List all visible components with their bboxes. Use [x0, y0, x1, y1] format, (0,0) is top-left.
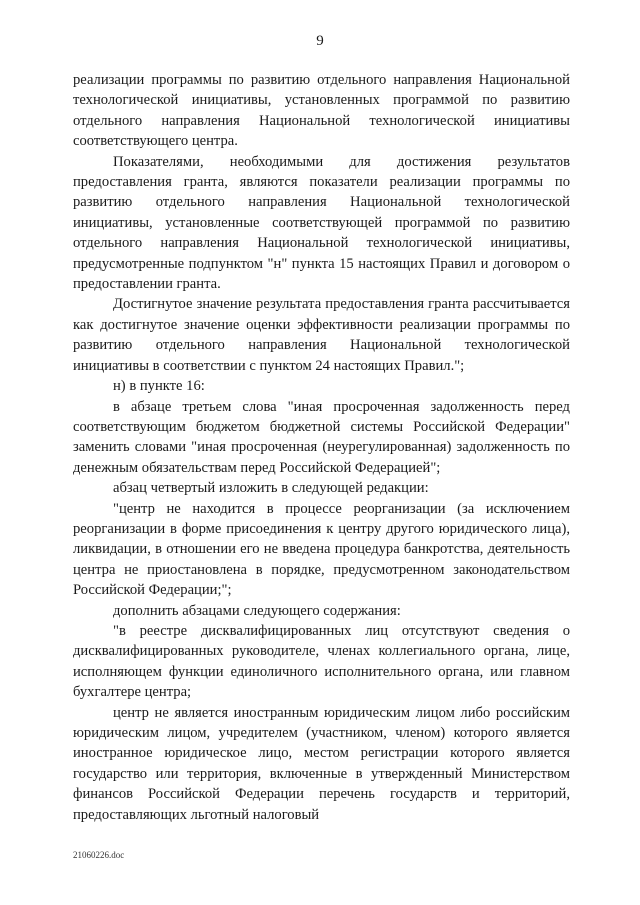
paragraph: центр не является иностранным юридическим лицом либо российским юридическим лицом, учредителем (участником, членом) которого является иностранное юридическое лицо, местом регистрации которого является государство или территория, включенные в утвержденный Министерством финансов Российской Федерации перечень государств и территорий, предоставляющих льготный налоговый	[73, 704, 570, 823]
paragraph: в абзаце третьем слова "иная просроченная задолженность перед соответствующим бюджетом бюджетной системы Российской Федерации" заменить словами "иная просроченная (неурегулированная) задолженность по денежным обязательствам перед Российской Федерацией";	[73, 398, 570, 476]
paragraph: дополнить абзацами следующего содержания:	[113, 602, 401, 619]
paragraph: "в реестре дисквалифицированных лиц отсутствуют сведения о дисквалифицированных руководителе, членах коллегиального органа, лице, исполняющем функции единоличного исполнительного органа, или главном бухгалтере центра;	[73, 622, 570, 701]
file-name-footer: 21060226.doc	[73, 850, 125, 860]
paragraph: "центр не находится в процессе реорганизации (за исключением реорганизации в форме присоединения к центру другого юридического лица), ликвидации, в отношении его не введена процедура банкротства, деятельность центра не приостановлена в порядке, предусмотренном законодательством Российской Федерации;";	[73, 500, 570, 599]
document-body	[73, 70, 570, 825]
paragraph: Показателями, необходимыми для достижения результатов предоставления гранта, являются показатели реализации программы по развитию отдельного направления Национальной технологической инициативы, установленные соответствующей программой по развитию отдельного направления Национальной технологической инициативы, предусмотренные подпунктом "н" пункта 15 настоящих Правил и договором о предоставлении гранта.	[73, 153, 570, 293]
paragraph: абзац четвертый изложить в следующей редакции:	[113, 480, 429, 497]
page-number: 9	[316, 33, 324, 49]
paragraph: н) в пункте 16:	[113, 378, 205, 395]
paragraph: Достигнутое значение результата предоставления гранта рассчитывается как достигнутое значение оценки эффективности реализации программы по развитию отдельного направления Национальной технологической инициативы в соответствии с пунктом 24 настоящих Правил.";	[73, 296, 570, 374]
paragraph: реализации программы по развитию отдельного направления Национальной технологической инициативы, установленных программой по развитию отдельного направления Национальной технологической инициативы соответствующего центра.	[73, 72, 570, 150]
